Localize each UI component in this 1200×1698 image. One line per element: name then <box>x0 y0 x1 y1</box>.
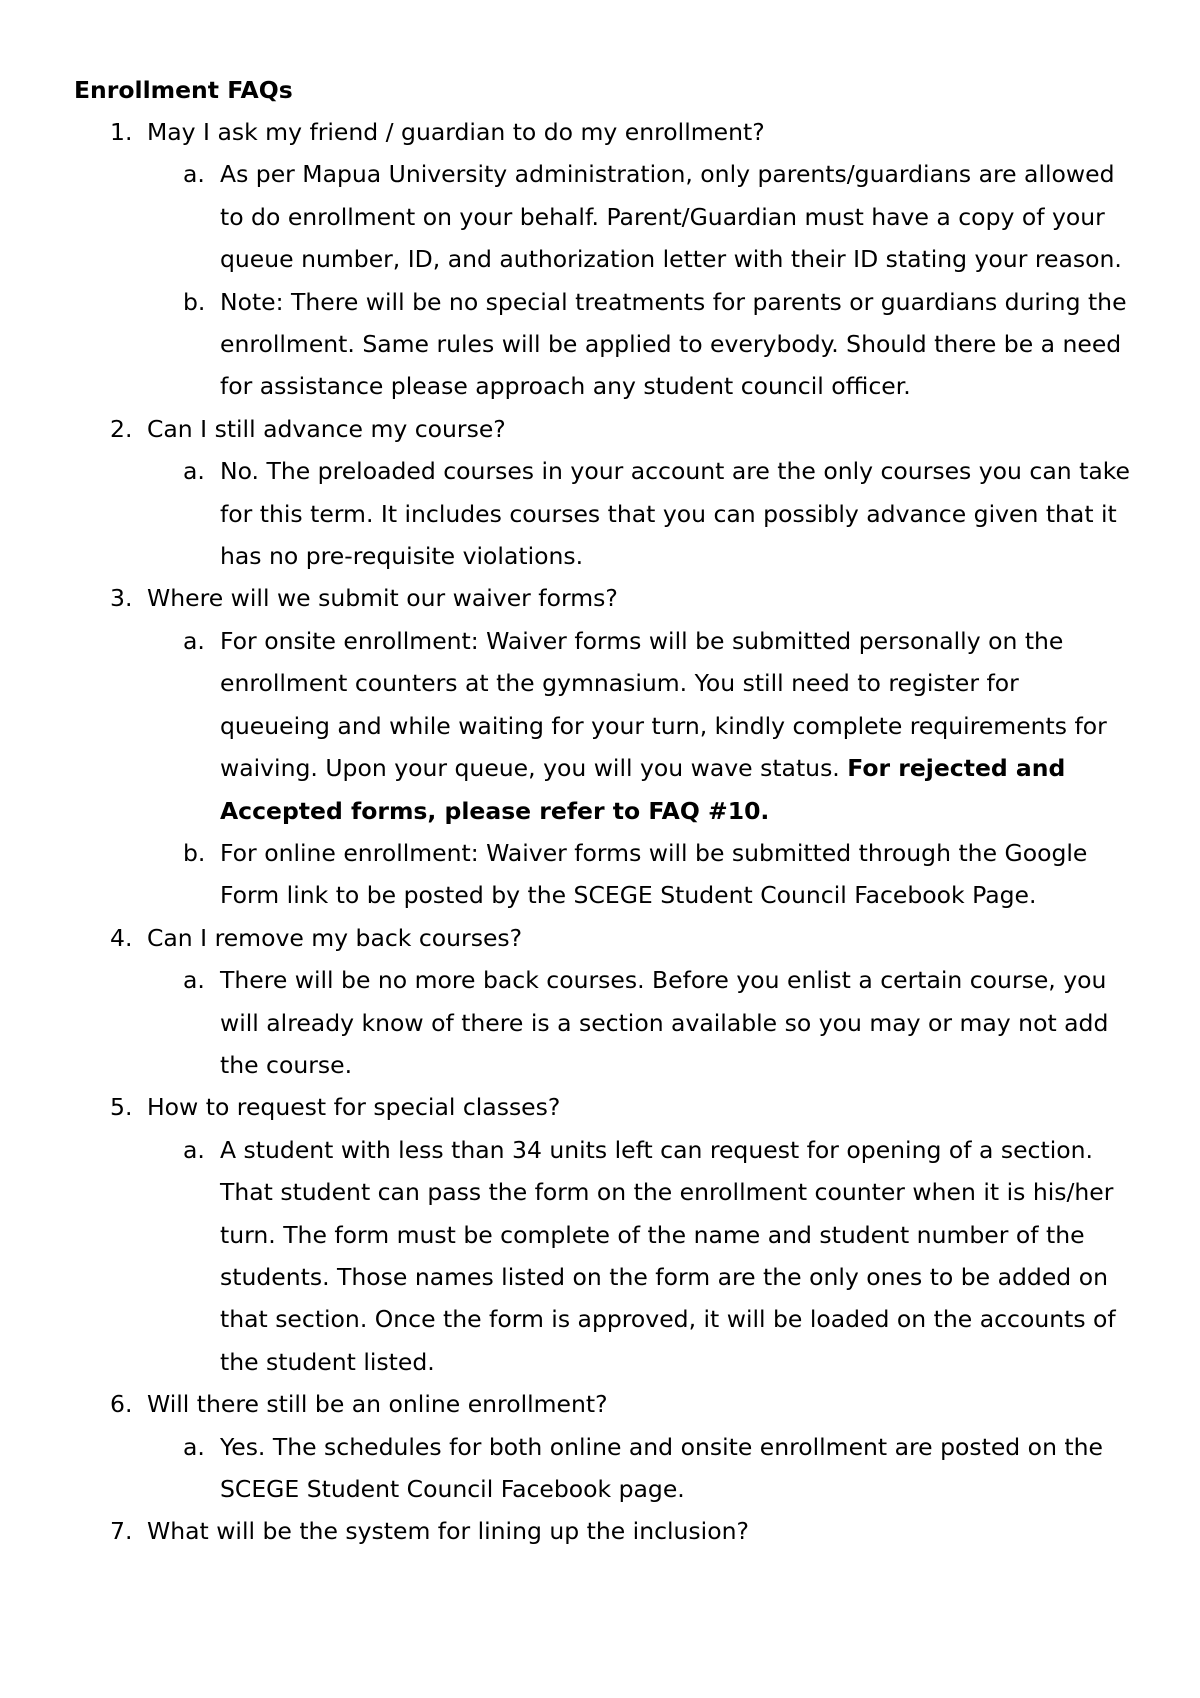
answer-text: There will be no more back courses. Before you enlist a certain course, you will already know of there is a section available so you may or may not add the course. <box>220 966 1109 1079</box>
question-number: 7. <box>110 1517 133 1546</box>
answer-list <box>74 153 1134 407</box>
question-text: Will there still be an online enrollment? <box>147 1390 608 1419</box>
answer-text: No. The preloaded courses in your account are the only courses you can take for this term. It includes courses that you can possibly advance given that it has no pre-requisite violations. <box>220 457 1130 571</box>
question-number: 1. <box>110 118 133 146</box>
answer-item <box>74 1129 1134 1383</box>
faq-question-3 <box>74 577 1134 916</box>
question-number: 6. <box>110 1390 133 1419</box>
answer-item <box>74 153 1134 280</box>
answer-letter: a. <box>183 966 205 995</box>
faq-question-4 <box>74 917 1134 1087</box>
answer-item <box>74 450 1134 577</box>
question-number: 2. <box>110 414 133 443</box>
answer-text: For online enrollment: Waiver forms will be submitted through the Google Form link to be posted by the SCEGE Student Council Facebook Page. <box>220 838 1088 910</box>
question-number: 5. <box>110 1093 133 1122</box>
answer-list <box>74 959 1134 1086</box>
faq-question-7 <box>74 1510 1134 1552</box>
answer-text: As per Mapua University administration, only parents/guardians are allowed to do enrollment on your behalf. Parent/Guardian must have a copy of your queue number, ID, and authorization letter with their ID stating your reason. <box>220 160 1122 274</box>
answer-text: For onsite enrollment: Waiver forms will be submitted personally on the enrollment counters at the gymnasium. You still need to register for queueing and while waiting for your turn, kindly complete requirements for waiving. Upon your queue, you will you wave status. <box>220 626 1107 783</box>
question-text: Can I still advance my course? <box>147 414 506 443</box>
answer-letter: b. <box>183 287 206 316</box>
question-text: How to request for special classes? <box>147 1093 561 1122</box>
answer-letter: b. <box>183 838 206 867</box>
question-number: 4. <box>110 923 133 952</box>
answer-bold-note: For rejected and Accepted forms, please refer to FAQ #10. <box>220 754 1066 825</box>
answer-list <box>74 620 1134 917</box>
answer-letter: a. <box>183 457 205 486</box>
answer-text: A student with less than 34 units left can request for opening of a section. That student can pass the form on the enrollment counter when it is his/her turn. The form must be complete of the name and student number of the students. Those names listed on the form are the only ones to be added on that section. Once the form is approved, it will be loaded on the accounts of the student listed. <box>220 1135 1116 1376</box>
faq-list <box>74 111 1134 1553</box>
question-text: Can I remove my back courses? <box>147 923 523 952</box>
answer-item <box>74 1426 1134 1511</box>
answer-list <box>74 1426 1134 1511</box>
answer-list <box>74 450 1134 577</box>
faq-question-5 <box>74 1086 1134 1383</box>
faq-question-1 <box>74 111 1134 408</box>
question-text: May I ask my friend / guardian to do my enrollment? <box>147 118 765 146</box>
document-title: Enrollment FAQs <box>74 76 293 104</box>
answer-letter: a. <box>183 626 205 655</box>
answer-item <box>74 620 1134 832</box>
answer-item <box>74 832 1134 917</box>
answer-item <box>74 281 1134 408</box>
faq-question-2 <box>74 408 1134 578</box>
question-number: 3. <box>110 584 133 613</box>
question-text: What will be the system for lining up the inclusion? <box>147 1517 749 1546</box>
answer-letter: a. <box>183 160 205 189</box>
answer-letter: a. <box>183 1432 205 1461</box>
answer-text: Yes. The schedules for both online and onsite enrollment are posted on the SCEGE Student Council Facebook page. <box>220 1432 1103 1503</box>
faq-question-6 <box>74 1383 1134 1510</box>
question-text: Where will we submit our waiver forms? <box>147 584 618 613</box>
answer-text: Note: There will be no special treatments for parents or guardians during the enrollment. Same rules will be applied to everybody. Should there be a need for assistance please approach any student council officer. <box>220 287 1127 401</box>
answer-item <box>74 959 1134 1086</box>
answer-list <box>74 1129 1134 1383</box>
answer-letter: a. <box>183 1135 205 1164</box>
